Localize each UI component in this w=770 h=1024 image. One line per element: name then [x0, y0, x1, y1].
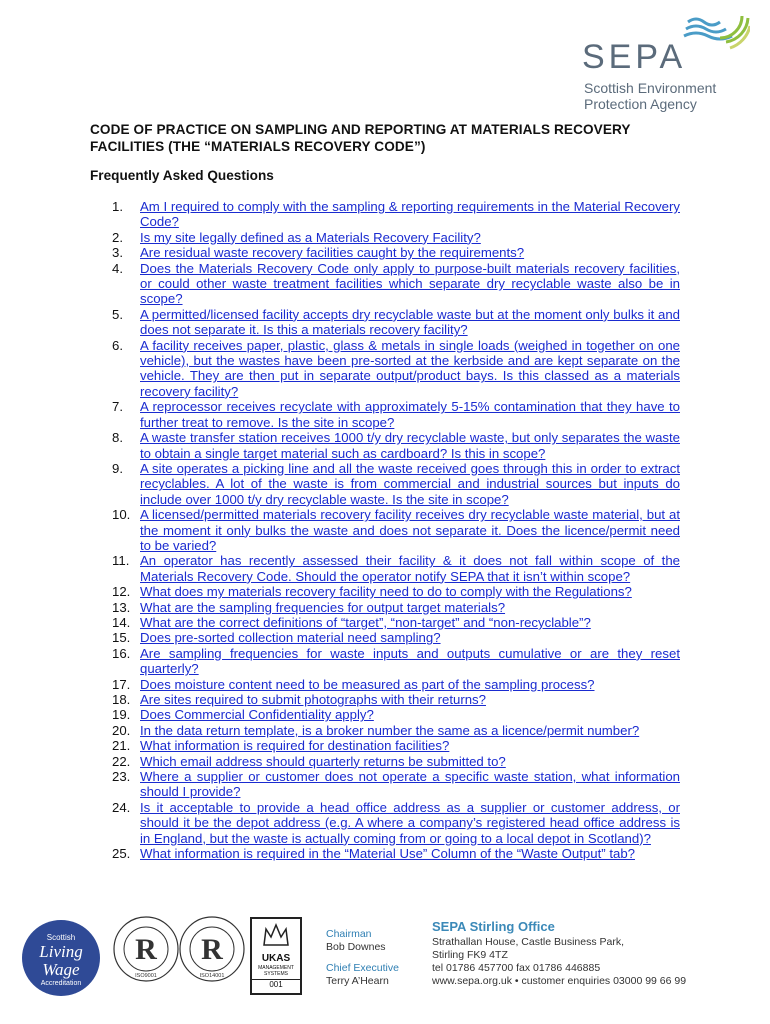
ukas-number: 001	[252, 979, 300, 989]
svg-text:R: R	[135, 933, 157, 966]
ukas-sub: MANAGEMENT SYSTEMS	[258, 965, 294, 977]
faq-question-link[interactable]: An operator has recently assessed their facility & it does not fall within scope of the Materials Recovery Code. Should the operator notify SEPA that it isn’t within scope?	[140, 553, 680, 584]
iso14001-certification-icon	[178, 915, 246, 983]
office-web: www.sepa.org.uk • customer enquiries 03000 99 66 99	[432, 975, 687, 987]
faq-item-number: 12.	[112, 584, 131, 600]
faq-question-link[interactable]: Where a supplier or customer does not operate a specific waste station, what information should I provide?	[140, 769, 680, 800]
faq-item	[90, 461, 680, 507]
logo-wordmark: SEPA	[582, 38, 687, 76]
faq-item-number: 5.	[112, 306, 123, 322]
faq-question-link[interactable]: A facility receives paper, plastic, glass & metals in single loads (weighed in together on one vehicle), but the wastes have been pre-sorted at the kerbside and are kept separate on the vehicle. They are then put in separate output/product bays. Is this classed as a materials recovery facility?	[140, 337, 680, 399]
faq-item-number: 3.	[112, 245, 123, 261]
faq-item-number: 13.	[112, 599, 131, 615]
faq-item-number: 20.	[112, 722, 131, 738]
faq-list	[90, 199, 680, 861]
living-wage-badge	[22, 920, 100, 996]
faq-question-link[interactable]: Is it acceptable to provide a head office address as a supplier or customer address, or should it be the depot address (e.g. A where a company’s registered head office address is in England, but the waste is actually coming from or going to a local depot in Scotland)?	[140, 799, 680, 846]
chairman-label: Chairman	[326, 928, 372, 940]
faq-item	[90, 846, 680, 861]
faq-question-link[interactable]: A waste transfer station receives 1000 t/y dry recyclable waste, but only separates the waste to obtain a single target material such as cardboard? Is this in scope?	[140, 430, 680, 461]
ukas-brand: UKAS	[261, 953, 291, 964]
faq-question-link[interactable]: Does the Materials Recovery Code only apply to purpose-built materials recovery facilities, or could other waste treatment facilities which separate dry recyclable waste also be in scope?	[140, 260, 680, 307]
faq-item	[90, 615, 680, 630]
faq-question-link[interactable]: Are sampling frequencies for waste inputs and outputs cumulative or are they reset quarterly?	[140, 645, 680, 677]
faq-item	[90, 692, 680, 707]
sepa-logo	[570, 8, 750, 113]
faq-question-link[interactable]: Are residual waste recovery facilities caught by the requirements?	[140, 245, 525, 261]
faq-question-link[interactable]: A licensed/permitted materials recovery facility receives dry recyclable waste material, but at the moment it only bulks the waste and does not separate it. Does the licence/permit need to be varied?	[140, 507, 680, 553]
document-title	[90, 121, 690, 155]
iso9001-certification-icon	[112, 915, 180, 983]
faq-item-number: 9.	[112, 460, 123, 476]
document-title-line-2: FACILITIES (THE “MATERIALS RECOVERY CODE”)	[90, 139, 426, 154]
chairman-name: Bob Downes	[326, 941, 386, 953]
living-wage-line-1: Scottish	[46, 933, 76, 942]
faq-question-link[interactable]: What are the correct definitions of “target”, “non-target” and “non-recyclable”?	[140, 614, 591, 630]
faq-item-number: 24.	[112, 799, 131, 815]
faq-item-number: 14.	[112, 614, 131, 630]
faq-item	[90, 261, 680, 307]
faq-question-link[interactable]: Does Commercial Confidentiality apply?	[140, 707, 374, 723]
living-wage-line-2: Living	[39, 942, 83, 961]
faq-item-number: 4.	[112, 260, 123, 276]
faq-item-number: 19.	[112, 707, 131, 723]
faq-question-link[interactable]: Does moisture content need to be measured as part of the sampling process?	[140, 676, 595, 692]
faq-item-number: 7.	[112, 399, 123, 415]
document-title-line-1: CODE OF PRACTICE ON SAMPLING AND REPORTING AT MATERIALS RECOVERY	[90, 122, 631, 137]
office-address-1: Strathallan House, Castle Business Park,	[432, 936, 625, 948]
faq-item	[90, 677, 680, 692]
faq-item-number: 11.	[112, 553, 130, 569]
faq-question-link[interactable]: A permitted/licensed facility accepts dry recyclable waste but at the moment only bulks it and does not separate it. Is this a materials recovery facility?	[140, 306, 680, 338]
faq-item-number: 16.	[112, 645, 131, 661]
faq-item	[90, 399, 680, 430]
faq-item-number: 8.	[112, 430, 123, 446]
ukas-badge	[250, 917, 302, 995]
ceo-label: Chief Executive	[326, 962, 399, 974]
ceo-name: Terry A’Hearn	[326, 975, 389, 987]
faq-question-link[interactable]: Which email address should quarterly returns be submitted to?	[140, 753, 506, 769]
faq-question-link[interactable]: What information is required for destination facilities?	[140, 738, 450, 754]
faq-item	[90, 584, 680, 599]
faq-item-number: 2.	[112, 229, 123, 245]
living-wage-line-3: Wage	[42, 960, 80, 979]
faq-item-number: 10.	[112, 507, 131, 523]
logo-line-1: Scottish Environment	[584, 80, 717, 96]
faq-item	[90, 646, 680, 677]
faq-item	[90, 507, 680, 553]
cert2-code: ISO14001	[199, 973, 225, 979]
faq-item	[90, 800, 680, 846]
faq-item	[90, 754, 680, 769]
office-title: SEPA Stirling Office	[432, 919, 555, 934]
faq-question-link[interactable]: What information is required in the “Material Use” Column of the “Waste Output” tab?	[140, 846, 635, 862]
cert1-code: ISO9001	[135, 973, 157, 979]
faq-item	[90, 307, 680, 338]
faq-question-link[interactable]: Are sites required to submit photographs with their returns?	[140, 692, 486, 707]
leadership-block	[326, 928, 399, 988]
faq-item-number: 23.	[112, 769, 131, 785]
crown-icon	[252, 919, 300, 951]
faq-item	[90, 230, 680, 245]
office-block	[432, 918, 686, 988]
faq-item	[90, 769, 680, 800]
faq-item-number: 22.	[112, 753, 131, 769]
svg-text:R: R	[201, 933, 223, 966]
faq-item	[90, 245, 680, 260]
faq-item-number: 6.	[112, 337, 123, 353]
faq-question-link[interactable]: In the data return template, is a broker number the same as a licence/permit number?	[140, 722, 640, 738]
faq-item-number: 17.	[112, 676, 131, 692]
faq-question-link[interactable]: What are the sampling frequencies for output target materials?	[140, 599, 506, 615]
faq-question-link[interactable]: Does pre-sorted collection material need sampling?	[140, 630, 441, 646]
faq-question-link[interactable]: A site operates a picking line and all the waste received goes through this in order to extract recyclables. A lot of the waste is from commercial and industrial sources but inputs do include over 1000 t/y dry recyclable waste. Is the site in scope?	[140, 460, 680, 507]
office-phone: tel 01786 457700 fax 01786 446885	[432, 962, 601, 974]
faq-item	[90, 199, 680, 230]
logo-line-2: Protection Agency	[584, 96, 697, 112]
faq-item	[90, 707, 680, 722]
faq-question-link[interactable]: Is my site legally defined as a Materials Recovery Facility?	[140, 229, 481, 245]
office-address-2: Stirling FK9 4TZ	[432, 949, 508, 961]
faq-item	[90, 338, 680, 400]
faq-item	[90, 738, 680, 753]
faq-item-number: 1.	[112, 199, 123, 214]
faq-question-link[interactable]: Am I required to comply with the sampling & reporting requirements in the Material Recovery Code?	[140, 199, 680, 230]
faq-item	[90, 430, 680, 461]
faq-item	[90, 630, 680, 645]
faq-item-number: 18.	[112, 692, 131, 707]
page-footer	[0, 905, 770, 1015]
living-wage-line-4: Accreditation	[40, 980, 82, 987]
faq-item-number: 25.	[112, 846, 131, 862]
faq-item	[90, 600, 680, 615]
faq-item-number: 21.	[112, 738, 131, 754]
faq-item	[90, 553, 680, 584]
faq-question-link[interactable]: A reprocessor receives recyclate with approximately 5-15% contamination that they have to further treat to remove. Is the site in scope?	[140, 399, 680, 430]
faq-item	[90, 723, 680, 738]
faq-item-number: 15.	[112, 630, 131, 646]
section-subtitle: Frequently Asked Questions	[90, 168, 274, 183]
faq-question-link[interactable]: What does my materials recovery facility need to do to comply with the Regulations?	[140, 584, 632, 600]
